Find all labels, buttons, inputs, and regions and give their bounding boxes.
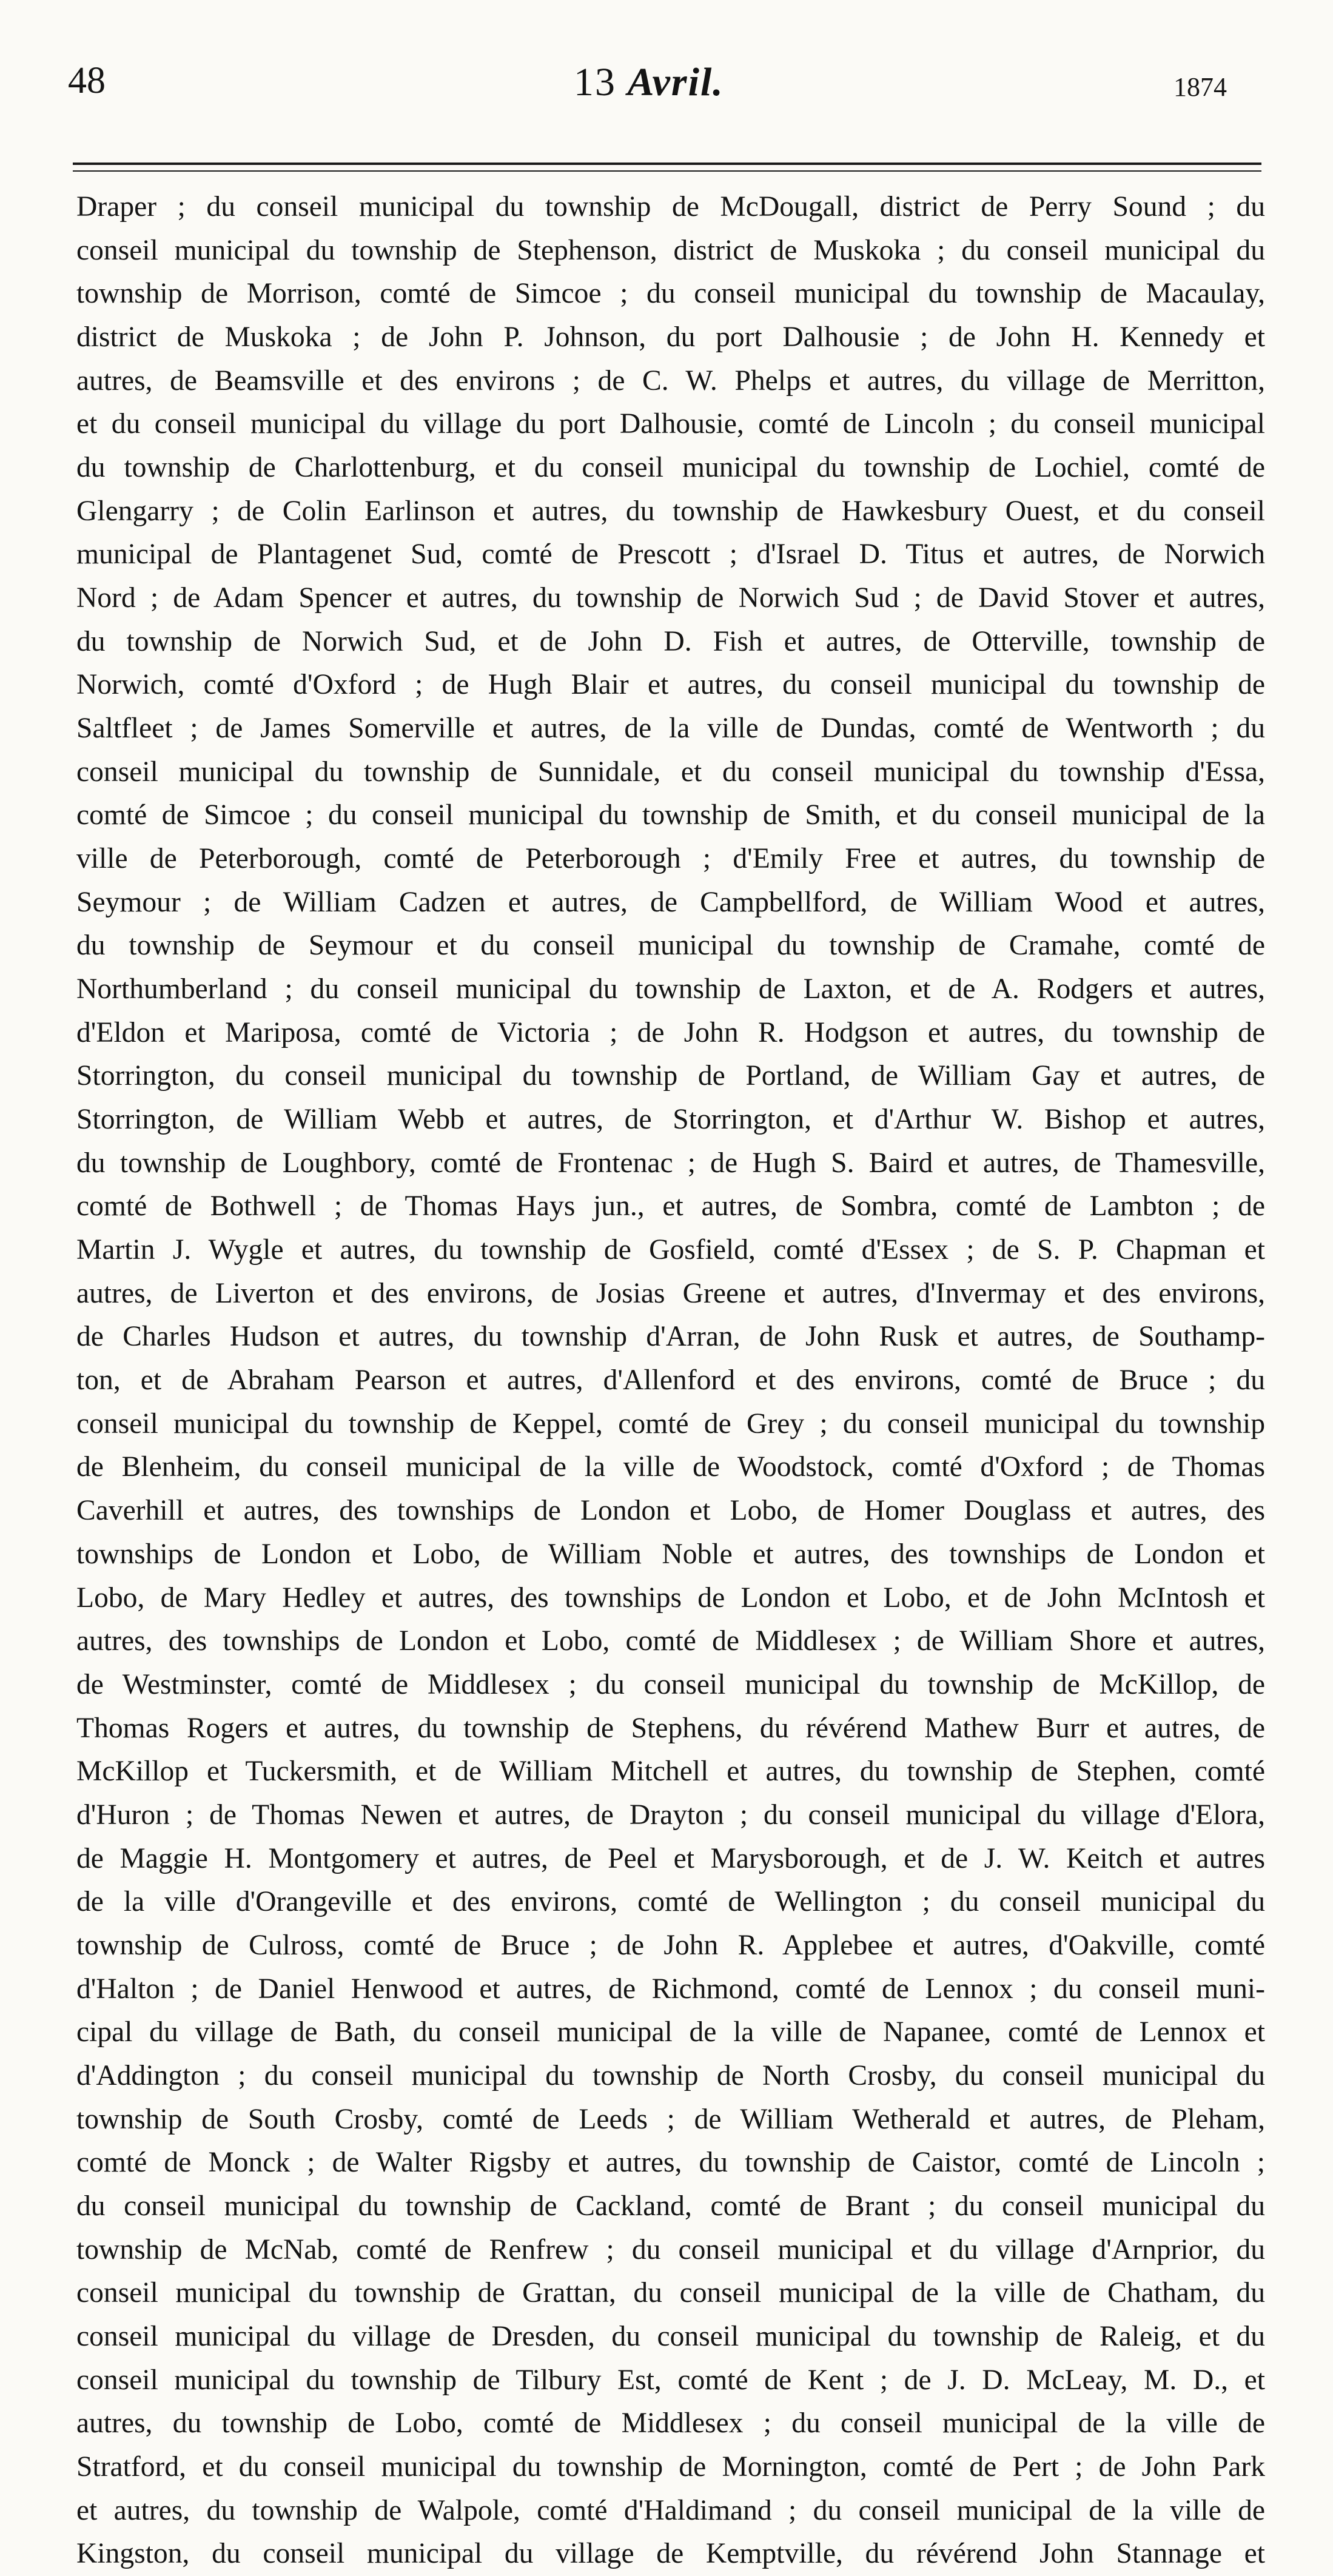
header-rule-thin [73,170,1261,172]
text-line: conseil municipal du township de Tilbury Est, comté de Kent ; de J. D. McLeay, M. D., et [76,2364,1265,2396]
text-line: du township de Seymour et du conseil municipal du township de Cramahe, comté de [76,930,1265,962]
text-line: Norwich, comté d'Oxford ; de Hugh Blair et autres, du conseil municipal du township de [76,669,1265,701]
text-line: du township de Norwich Sud, et de John D. Fish et autres, de Otterville, township de [76,625,1265,657]
text-line: d'Halton ; de Daniel Henwood et autres, de Richmond, comté de Lennox ; du conseil muni- [76,1973,1265,2005]
text-line: conseil municipal du township de Grattan, du conseil municipal de la ville de Chatham, du [76,2277,1265,2309]
text-line: autres, du township de Lobo, comté de Middlesex ; du conseil municipal de la ville de [76,2407,1265,2440]
text-line: townships de London et Lobo, de William Noble et autres, des townships de London et [76,1538,1265,1570]
text-line: Nord ; de Adam Spencer et autres, du township de Norwich Sud ; de David Stover et autres, [76,582,1265,614]
text-line: Martin J. Wygle et autres, du township de Gosfield, comté d'Essex ; de S. P. Chapman et [76,1234,1265,1266]
text-line: Draper ; du conseil municipal du township de McDougall, district de Perry Sound ; du [76,191,1265,223]
text-line: ville de Peterborough, comté de Peterborough ; d'Emily Free et autres, du township de [76,843,1265,875]
text-line: township de McNab, comté de Renfrew ; du conseil municipal et du village d'Arnprior, du [76,2233,1265,2266]
page-header [0,0,1333,121]
text-line: et du conseil municipal du village du port Dalhousie, comté de Lincoln ; du conseil municipal [76,408,1265,440]
text-line: comté de Simcoe ; du conseil municipal du township de Smith, et du conseil municipal de la [76,799,1265,831]
text-line: d'Huron ; de Thomas Newen et autres, de Drayton ; du conseil municipal du village d'Elora, [76,1799,1265,1831]
text-line: Stratford, et du conseil municipal du township de Mornington, comté de Pert ; de John Park [76,2450,1265,2483]
text-line: Glengarry ; de Colin Earlinson et autres, du township de Hawkesbury Ouest, et du conseil [76,495,1265,527]
text-line: de la ville d'Orangeville et des environs, comté de Wellington ; du conseil municipal du [76,1886,1265,1918]
text-line: du conseil municipal du township de Cackland, comté de Brant ; du conseil municipal du [76,2190,1265,2222]
text-line: autres, des townships de London et Lobo, comté de Middlesex ; de William Shore et autres, [76,1625,1265,1657]
text-line: Caverhill et autres, des townships de London et Lobo, de Homer Douglass et autres, des [76,1495,1265,1527]
body-paragraph [76,186,1265,2570]
text-line: district de Muskoka ; de John P. Johnson, du port Dalhousie ; de John H. Kennedy et [76,321,1265,354]
text-line: conseil municipal du village de Dresden, du conseil municipal du township de Raleig, et du [76,2320,1265,2352]
text-line: du township de Charlottenburg, et du conseil municipal du township de Lochiel, comté de [76,452,1265,484]
text-line: comté de Monck ; de Walter Rigsby et autres, du township de Caistor, comté de Lincoln ; [76,2147,1265,2179]
header-rule-thick [73,163,1261,165]
text-line: Storrington, du conseil municipal du township de Portland, de William Gay et autres, de [76,1060,1265,1092]
date-month: Avril. [627,60,724,104]
page-number: 48 [68,60,106,101]
text-line: Storrington, de William Webb et autres, de Storrington, et d'Arthur W. Bishop et autres, [76,1104,1265,1136]
text-line: de Westminster, comté de Middlesex ; du conseil municipal du township de McKillop, de [76,1668,1265,1700]
text-line: Kingston, du conseil municipal du village de Kemptville, du révérend John Stannage et [76,2538,1265,2570]
text-line: conseil municipal du township de Sunnidale, et du conseil municipal du township d'Essa, [76,756,1265,788]
date-day: 13 [574,60,616,104]
text-line: Lobo, de Mary Hedley et autres, des townships de London et Lobo, et de John McIntosh et [76,1581,1265,1614]
text-line: de Blenheim, du conseil municipal de la ville de Woodstock, comté d'Oxford ; de Thomas [76,1451,1265,1483]
text-line: ton, et de Abraham Pearson et autres, d'Allenford et des environs, comté de Bruce ; du [76,1364,1265,1397]
text-line: de Charles Hudson et autres, du township d'Arran, de John Rusk et autres, de Southamp- [76,1321,1265,1353]
text-line: municipal de Plantagenet Sud, comté de Prescott ; d'Israel D. Titus et autres, de Norwich [76,538,1265,571]
text-line: du township de Loughbory, comté de Frontenac ; de Hugh S. Baird et autres, de Thamesville, [76,1147,1265,1179]
text-line: Seymour ; de William Cadzen et autres, de Campbellford, de William Wood et autres, [76,886,1265,918]
text-line: autres, de Beamsville et des environs ; de C. W. Phelps et autres, du village de Merritton, [76,364,1265,397]
page-year: 1874 [1174,72,1227,102]
text-line: de Maggie H. Montgomery et autres, de Peel et Marysborough, et de J. W. Keitch et autres [76,1842,1265,1874]
text-line: autres, de Liverton et des environs, de Josias Greene et autres, d'Invermay et des environs, [76,1277,1265,1309]
text-line: conseil municipal du township de Keppel, comté de Grey ; du conseil municipal du township [76,1407,1265,1440]
text-line: township de Culross, comté de Bruce ; de John R. Applebee et autres, d'Oakville, comté [76,1929,1265,1961]
text-line: conseil municipal du township de Stephenson, district de Muskoka ; du conseil municipal du [76,234,1265,266]
text-line: d'Eldon et Mariposa, comté de Victoria ; de John R. Hodgson et autres, du township de [76,1016,1265,1048]
text-line: McKillop et Tuckersmith, et de William Mitchell et autres, du township de Stephen, comté [76,1756,1265,1788]
text-line: et autres, du township de Walpole, comté d'Haldimand ; du conseil municipal de la ville de [76,2494,1265,2526]
text-line: Northumberland ; du conseil municipal du township de Laxton, et de A. Rodgers et autres, [76,973,1265,1005]
text-line: Thomas Rogers et autres, du township de Stephens, du révérend Mathew Burr et autres, de [76,1712,1265,1744]
text-line: comté de Bothwell ; de Thomas Hays jun., et autres, de Sombra, comté de Lambton ; de [76,1190,1265,1223]
text-line: cipal du village de Bath, du conseil municipal de la ville de Napanee, comté de Lennox et [76,2016,1265,2048]
page-date [574,59,724,106]
text-line: d'Addington ; du conseil municipal du township de North Crosby, du conseil municipal du [76,2059,1265,2091]
text-line: township de South Crosby, comté de Leeds ; de William Wetherald et autres, de Pleham, [76,2103,1265,2135]
text-line: Saltfleet ; de James Somerville et autres, de la ville de Dundas, comté de Wentworth ; du [76,713,1265,745]
text-line: township de Morrison, comté de Simcoe ; du conseil municipal du township de Macaulay, [76,278,1265,310]
